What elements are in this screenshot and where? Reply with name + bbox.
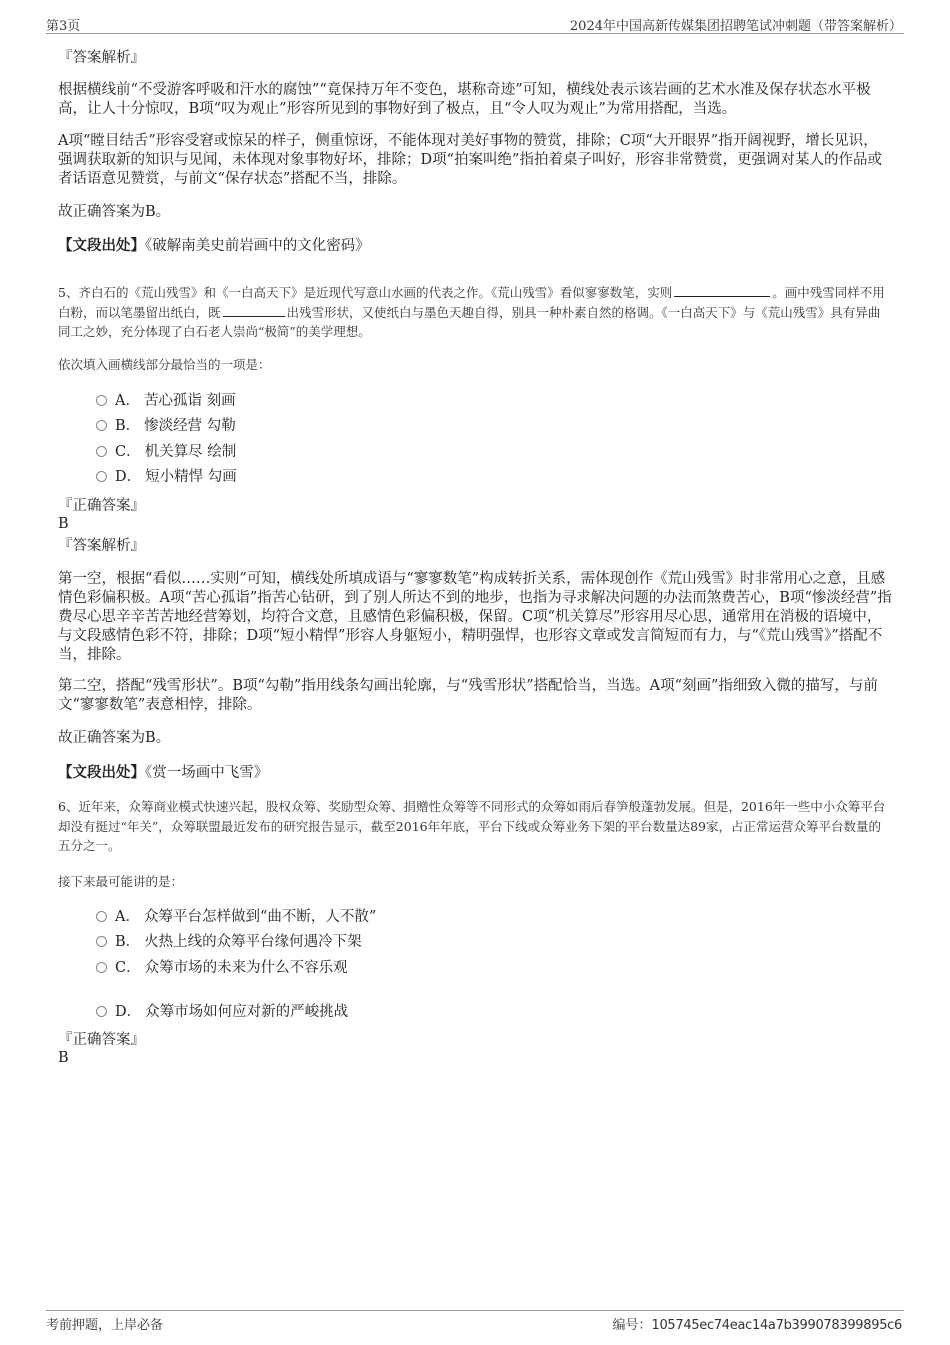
q5-blank-1 bbox=[674, 296, 770, 297]
q5-stem-part-3: 出残雪形状，又使纸白与墨色天趣自得，别具一种朴素自然的格调。《一白高天下》与《荒山残雪》具有异曲同工之妙，充分体现了白石老人崇尚“极简”的美学理想。 bbox=[58, 304, 881, 339]
q5-analysis-paragraph-2: 第二空，搭配“残雪形状”。B项“勾勒”指用线条勾画出轮廓，与“残雪形状”搭配恰当，当选。A项“刻画”指细致入微的描写，与前文“寥寥数笔”表意相悖，排除。 bbox=[58, 678, 878, 713]
q4-conclusion: 故正确答案为B。 bbox=[58, 204, 171, 220]
q5-option-d[interactable] bbox=[96, 468, 237, 487]
header-divider bbox=[46, 33, 904, 34]
page-header bbox=[46, 15, 904, 33]
option-letter: C． bbox=[115, 444, 141, 460]
option-letter: B． bbox=[115, 418, 141, 434]
document-title: 2024年中国高新传媒集团招聘笔试冲刺题（带答案解析） bbox=[569, 19, 902, 34]
radio-icon[interactable] bbox=[96, 395, 107, 406]
q5-stem-part-2: 。画中残雪同样不用白粉，而以笔墨留出纸白，既 bbox=[58, 285, 885, 320]
q5-prompt: 依次填入画横线部分最恰当的一项是： bbox=[58, 357, 271, 372]
q5-blank-2 bbox=[223, 316, 285, 317]
option-letter: A． bbox=[115, 909, 140, 925]
option-text: 短小精悍 勾画 bbox=[145, 469, 237, 485]
option-text: 众筹平台怎样做到“曲不断，人不散” bbox=[143, 909, 377, 925]
q4-source-title: 《破解南美史前岩画中的文化密码》 bbox=[145, 238, 370, 254]
q4-source bbox=[58, 236, 892, 256]
q5-answer: B bbox=[58, 516, 69, 532]
option-letter: B． bbox=[115, 934, 141, 950]
q5-source bbox=[58, 763, 892, 783]
q4-analysis-paragraph-2: A项“瞠目结舌”形容受窘或惊呆的样子，侧重惊讶，不能体现对美好事物的赞赏，排除；C项“大开眼界”指开阔视野，增长见识，强调获取新的知识与见闻，未体现对象事物好坏，排除；D项“拍案叫绝”指拍着桌子叫好，形容非常赞赏，更强调对某人的作品或者话语意见赞赏，与前文“保存状态”搭配不当，排除。 bbox=[58, 133, 882, 187]
q6-option-b[interactable] bbox=[96, 933, 362, 952]
radio-icon[interactable] bbox=[96, 446, 107, 457]
q6-option-c[interactable] bbox=[96, 959, 348, 978]
q5-option-a[interactable] bbox=[96, 392, 236, 411]
q5-stem-part-1: 5、齐白石的《荒山残雪》和《一白高天下》是近现代写意山水画的代表之作。《荒山残雪》看似寥寥数笔，实则 bbox=[58, 285, 673, 300]
q5-option-c[interactable] bbox=[96, 443, 236, 462]
footer-divider bbox=[46, 1310, 904, 1311]
option-text: 苦心孤诣 刻画 bbox=[143, 393, 236, 409]
q5-source-title: 《赏一场画中飞雪》 bbox=[145, 765, 269, 781]
q6-prompt: 接下来最可能讲的是： bbox=[58, 874, 184, 889]
option-text: 火热上线的众筹平台缘何遇冷下架 bbox=[144, 934, 362, 950]
option-letter: C． bbox=[115, 960, 141, 976]
page-number: 第3页 bbox=[46, 19, 81, 34]
radio-icon[interactable] bbox=[96, 936, 107, 947]
q4-source-label: 【文段出处】 bbox=[58, 237, 145, 254]
option-text: 机关算尽 绘制 bbox=[144, 444, 237, 460]
q5-source-label: 【文段出处】 bbox=[58, 764, 145, 781]
option-letter: D． bbox=[115, 469, 142, 485]
q5-answer-label: 『正确答案』 bbox=[58, 498, 145, 514]
q5-stem bbox=[58, 283, 892, 342]
q6-answer: B bbox=[58, 1050, 69, 1066]
radio-icon[interactable] bbox=[96, 1006, 107, 1017]
radio-icon[interactable] bbox=[96, 962, 107, 973]
q5-analysis-paragraph-1: 第一空，根据“看似……实则”可知，横线处所填成语与“寥寥数笔”构成转折关系，需体现创作《荒山残雪》时非常用心之意，且感情色彩偏积极。A项“苦心孤诣”指苦心钻研，到了别人所达不到的地步，也指为寻求解决问题的办法而煞费苦心，B项“惨淡经营”指费尽心思辛辛苦苦地经营筹划，均符合文意，且感情色彩偏积极，保留。C项“机关算尽”形容用尽心思，通常用在消极的语境中，与文段感情色彩不符，排除；D项“短小精悍”形容人身躯短小，精明强悍，也形容文章或发言简短而有力，与“《荒山残雪》”搭配不当，排除。 bbox=[58, 571, 892, 663]
option-letter: A． bbox=[115, 393, 140, 409]
q5-option-b[interactable] bbox=[96, 417, 236, 436]
option-letter: D． bbox=[115, 1004, 142, 1020]
q4-analysis-label: 『答案解析』 bbox=[58, 50, 145, 66]
radio-icon[interactable] bbox=[96, 911, 107, 922]
document-code-label: 编号： bbox=[612, 1318, 652, 1333]
q6-option-d[interactable] bbox=[96, 1003, 348, 1022]
document-code-value: 105745ec74eac14a7b399078399895c6 bbox=[651, 1318, 902, 1333]
q6-stem: 6、近年来，众筹商业模式快速兴起，股权众筹、奖励型众筹、捐赠性众筹等不同形式的众筹如雨后春笋般蓬勃发展。但是，2016年一些中小众筹平台却没有挺过“年关”，众筹联盟最近发布的研究报告显示，截至2016年年底，平台下线或众筹业务下架的平台数量达89家，占正常运营众筹平台数量的五分之一。 bbox=[58, 799, 886, 853]
option-text: 众筹市场的未来为什么不容乐观 bbox=[144, 960, 348, 976]
radio-icon[interactable] bbox=[96, 420, 107, 431]
document-code bbox=[612, 1314, 902, 1333]
option-text: 惨淡经营 勾勒 bbox=[144, 418, 236, 434]
q5-analysis-label: 『答案解析』 bbox=[58, 538, 145, 554]
footer-slogan: 考前押题，上岸必备 bbox=[46, 1318, 164, 1333]
option-text: 众筹市场如何应对新的严峻挑战 bbox=[145, 1004, 349, 1020]
q4-analysis-paragraph-1: 根据横线前“不受游客呼吸和汗水的腐蚀”“竟保持万年不变色，堪称奇迹”可知，横线处表示该岩画的艺术水准及保存状态水平极高，让人十分惊叹，B项“叹为观止”形容所见到的事物好到了极点，且“令人叹为观止”为常用搭配，当选。 bbox=[58, 82, 871, 117]
radio-icon[interactable] bbox=[96, 471, 107, 482]
q6-option-a[interactable] bbox=[96, 908, 376, 927]
q5-conclusion: 故正确答案为B。 bbox=[58, 730, 171, 746]
q6-answer-label: 『正确答案』 bbox=[58, 1032, 145, 1048]
